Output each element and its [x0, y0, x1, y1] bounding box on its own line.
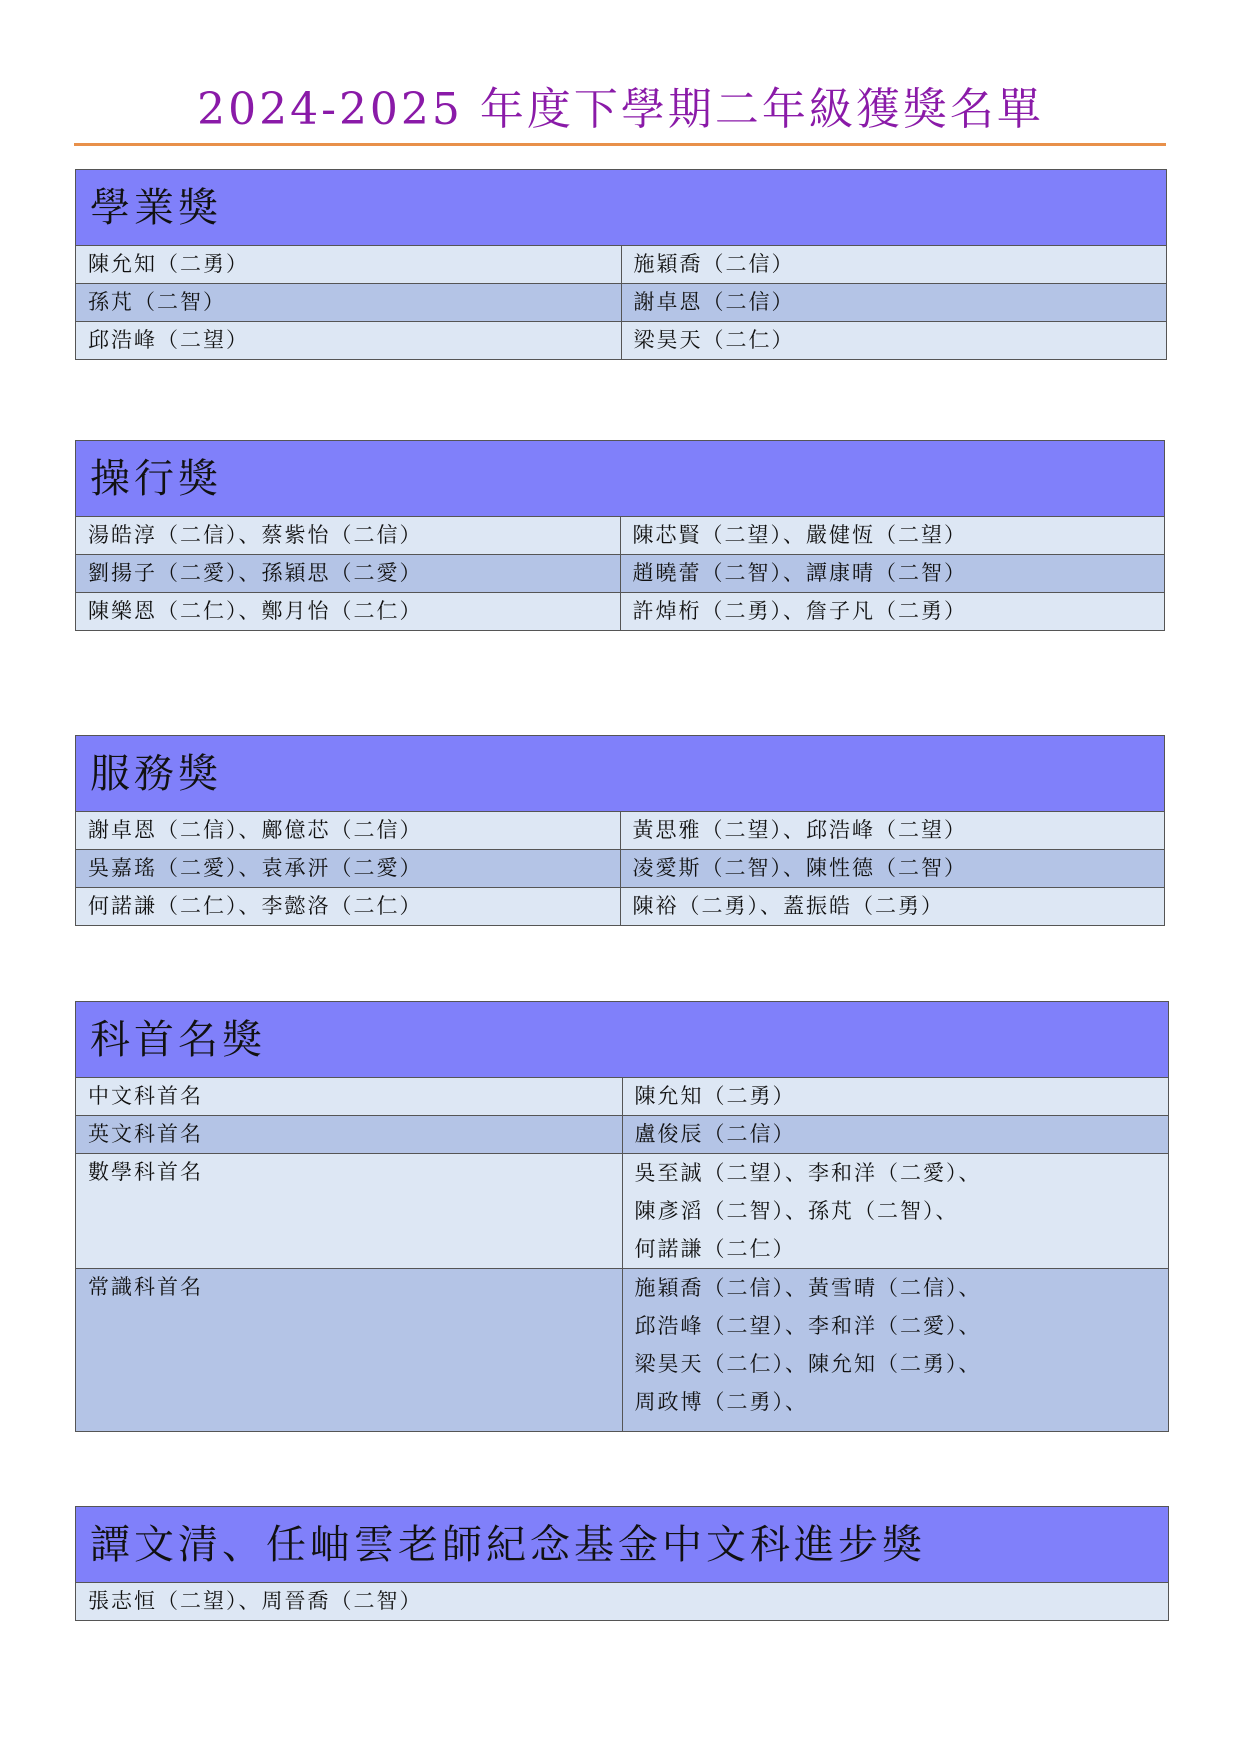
award-name-line: 周政博（二勇）、	[634, 1390, 808, 1414]
table-row	[76, 284, 1166, 322]
award-name-cell: 梁昊天（二仁）	[633, 328, 795, 352]
award-name-cell	[623, 1269, 1169, 1431]
subject-label: 常識科首名	[76, 1269, 623, 1431]
subject-label: 中文科首名	[76, 1078, 623, 1115]
table-row	[76, 246, 1166, 284]
table-row	[76, 1116, 1168, 1154]
award-name-line: 邱浩峰（二望）、李和洋（二愛）、	[634, 1314, 982, 1338]
subject-top-award-section	[75, 1001, 1169, 1432]
award-name-line: 吳至誠（二望）、李和洋（二愛）、	[634, 1161, 982, 1185]
table-row	[76, 1078, 1168, 1116]
table-row	[76, 593, 1164, 630]
section-heading: 服務獎	[76, 736, 1164, 812]
award-name-cell: 湯皓淳（二信）、蔡紫怡（二信）	[76, 517, 621, 554]
page-title: 2024-2025 年度下學期二年級獲獎名單	[197, 84, 1044, 135]
award-name-cell: 謝卓恩（二信）、鄺億芯（二信）	[76, 812, 621, 849]
table-row	[76, 555, 1164, 593]
subject-label: 英文科首名	[76, 1116, 623, 1153]
academic-award-section	[75, 169, 1167, 360]
conduct-award-section	[75, 440, 1165, 631]
subject-label: 數學科首名	[76, 1154, 623, 1268]
section-heading: 科首名獎	[76, 1002, 1168, 1078]
award-name-line: 陳允知（二勇）	[634, 1084, 796, 1108]
section-heading: 操行獎	[76, 441, 1164, 517]
section-heading: 學業獎	[76, 170, 1166, 246]
award-name-cell: 陳裕（二勇）、蓋振皓（二勇）	[632, 894, 944, 918]
award-name-cell: 劉揚子（二愛）、孫穎思（二愛）	[76, 555, 621, 592]
award-name-cell: 陳樂恩（二仁）、鄭月怡（二仁）	[76, 593, 621, 630]
award-name-cell	[623, 1078, 1169, 1115]
title-underline	[74, 143, 1166, 146]
table-row	[76, 850, 1164, 888]
table-row	[76, 888, 1164, 925]
award-name-line: 施穎喬（二信）、黃雪晴（二信）、	[634, 1276, 982, 1300]
memorial-fund-award-section	[75, 1506, 1169, 1621]
table-row	[76, 1269, 1168, 1431]
section-heading: 譚文清、任岫雲老師紀念基金中文科進步獎	[76, 1507, 1168, 1583]
award-name-line: 盧俊辰（二信）	[634, 1122, 796, 1146]
award-name-cell	[623, 1154, 1169, 1268]
table-row	[76, 1583, 1168, 1620]
award-name-cell: 趙曉蕾（二智）、譚康晴（二智）	[632, 561, 967, 585]
award-name-cell: 張志恒（二望）、周晉喬（二智）	[88, 1589, 423, 1613]
award-name-cell: 凌愛斯（二智）、陳性德（二智）	[632, 856, 967, 880]
award-name-cell: 許焯桁（二勇）、詹子凡（二勇）	[632, 599, 967, 623]
service-award-section	[75, 735, 1165, 926]
award-name-cell: 陳允知（二勇）	[76, 246, 622, 283]
award-name-line: 陳彥滔（二智）、孫芃（二智）、	[634, 1199, 959, 1223]
award-name-line: 何諾謙（二仁）	[634, 1237, 796, 1261]
table-row	[76, 812, 1164, 850]
table-row	[76, 517, 1164, 555]
award-name-cell: 陳芯賢（二望）、嚴健恆（二望）	[632, 523, 967, 547]
award-name-cell: 何諾謙（二仁）、李懿洛（二仁）	[76, 888, 621, 925]
table-row	[76, 1154, 1168, 1269]
award-name-cell: 黃思雅（二望）、邱浩峰（二望）	[632, 818, 967, 842]
award-name-line: 梁昊天（二仁）、陳允知（二勇）、	[634, 1352, 982, 1376]
table-row	[76, 322, 1166, 359]
award-name-cell: 謝卓恩（二信）	[633, 290, 795, 314]
award-name-cell	[623, 1116, 1169, 1153]
award-name-cell: 吳嘉瑤（二愛）、袁承汧（二愛）	[76, 850, 621, 887]
award-name-cell: 邱浩峰（二望）	[76, 322, 622, 359]
award-name-cell: 施穎喬（二信）	[633, 252, 795, 276]
award-name-cell: 孫芃（二智）	[76, 284, 622, 321]
